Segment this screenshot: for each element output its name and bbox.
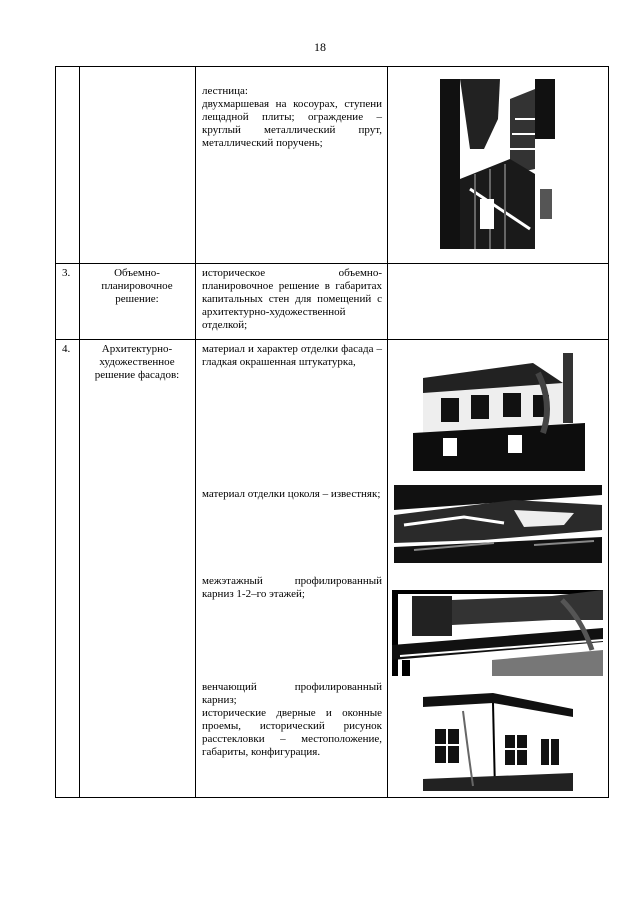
row-number: 3.	[62, 267, 71, 279]
column-divider	[79, 67, 80, 797]
windows-photo	[423, 691, 573, 791]
page-number: 18	[314, 40, 326, 54]
plinth-photo	[394, 485, 602, 563]
row-title: Архитектурно-художественное решение фасадов:	[94, 343, 180, 381]
cornice-description: межэтажный профилированный карниз 1-2–го этажей;	[202, 575, 382, 600]
building-features-table	[55, 66, 609, 798]
facade-finish-description: материал и характер отделки фасада – гладкая окрашенная штукатурка,	[202, 343, 382, 368]
plinth-description: материал отделки цоколя – известняк;	[202, 488, 381, 500]
row-title: Объемно-планировочное решение:	[101, 267, 173, 305]
stair-photo	[440, 79, 555, 249]
facade-photo	[413, 343, 585, 471]
column-divider	[195, 67, 196, 797]
row-number: 4.	[62, 343, 71, 355]
stair-description: лестница: двухмаршевая на косоурах, ступени лещадной плиты; ограждение – круглый металлический прут, металлический поручень;	[202, 85, 382, 149]
crowning-cornice-description: венчающий профилированный карниз; исторические дверные и оконные проемы, исторический рисунок расстекловки – местоположение, габариты, конфигурация.	[202, 681, 382, 758]
cornice-photo	[392, 590, 603, 676]
row-divider	[56, 339, 608, 340]
planning-description: историческое объемно-планировочное решение в габаритах капитальных стен для помещений с архитектурно-художественной отделкой;	[202, 267, 382, 331]
row-divider	[56, 263, 608, 264]
column-divider	[387, 67, 388, 797]
